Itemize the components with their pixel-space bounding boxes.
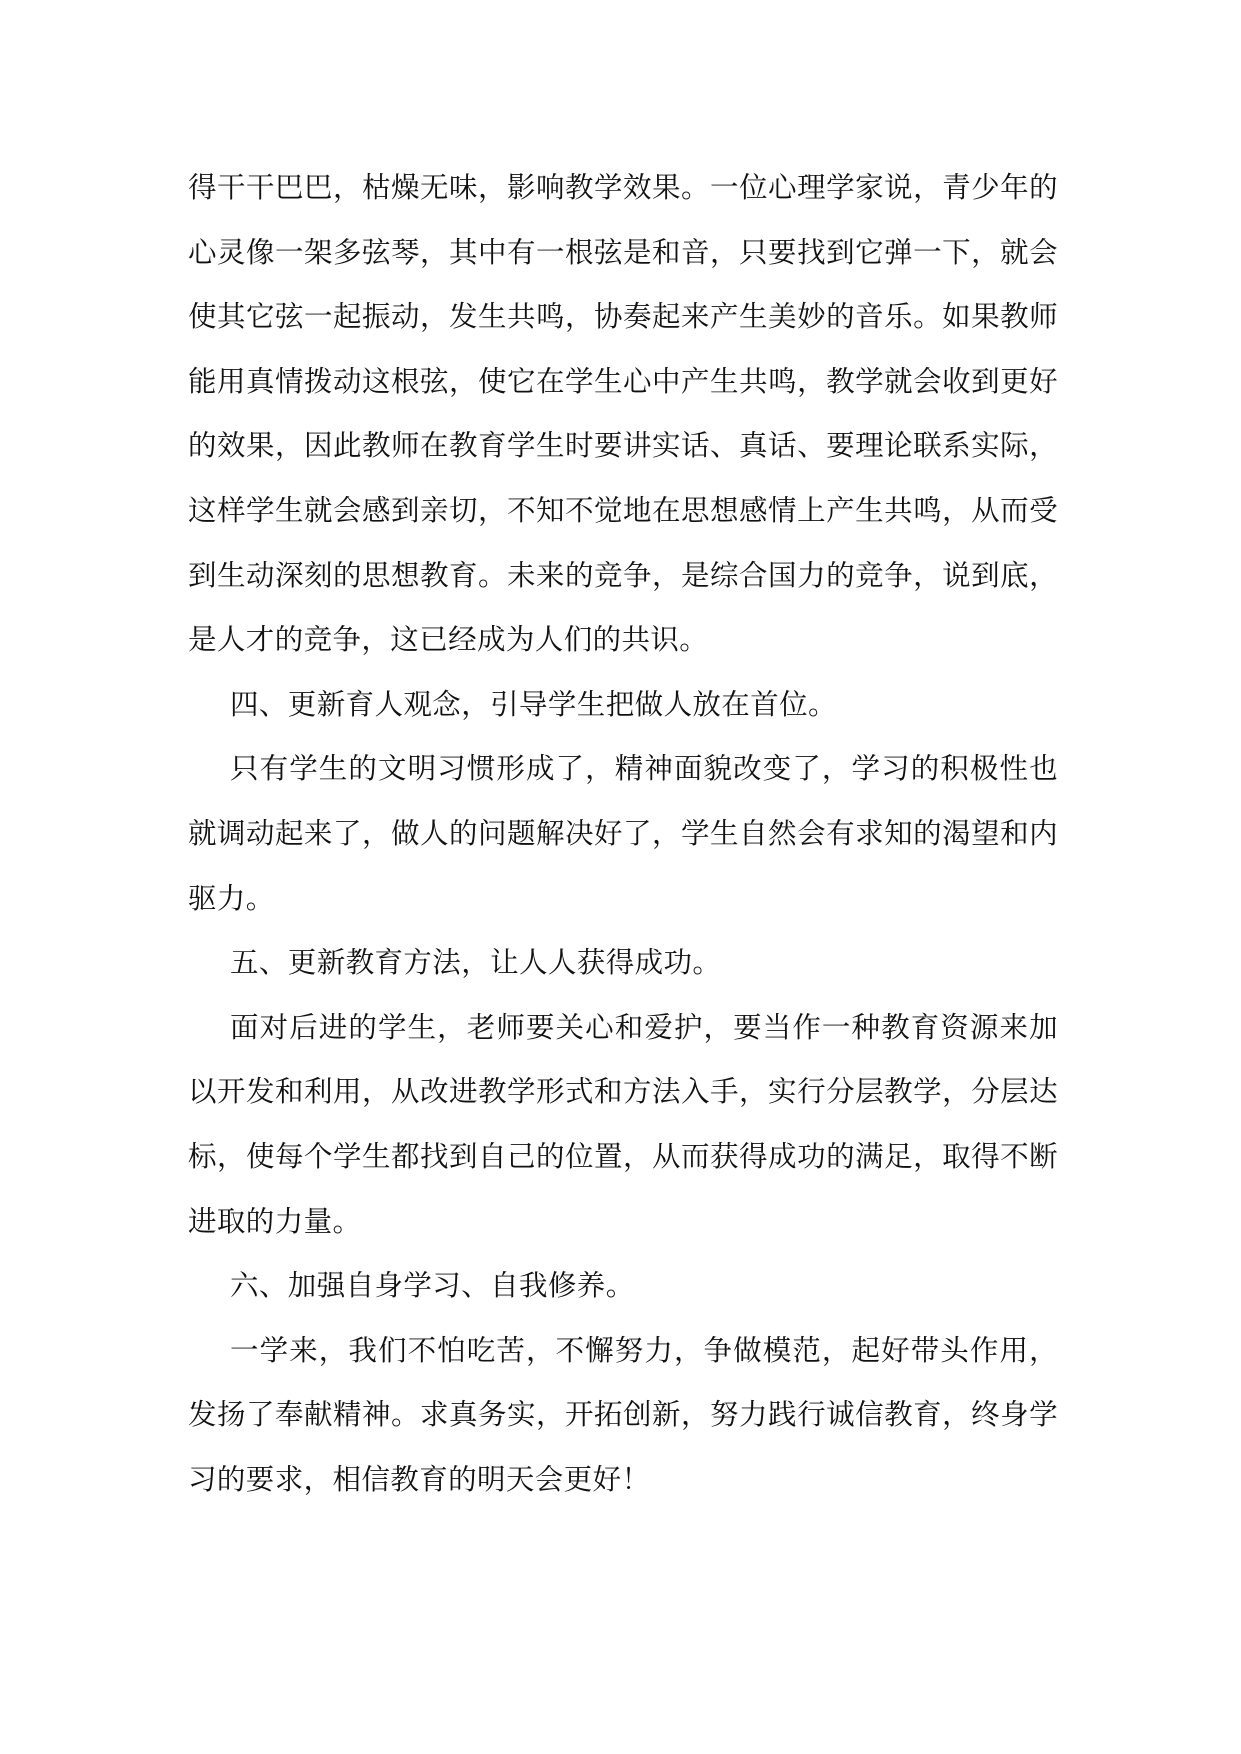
- paragraph: 只有学生的文明习惯形成了，精神面貌改变了，学习的积极性也就调动起来了，做人的问题解决好了，学生自然会有求知的渴望和内驱力。: [188, 752, 1058, 915]
- section-heading-five: 五、更新教育方法，让人人获得成功。: [230, 946, 722, 980]
- section-heading-four: 四、更新育人观念，引导学生把做人放在首位。: [230, 687, 837, 721]
- paragraph: 面对后进的学生，老师要关心和爱护，要当作一种教育资源来加以开发和利用，从改进教学形式和方法入手，实行分层教学，分层达标，使每个学生都找到自己的位置，从而获得成功的满足，取得不断进取的力量。: [188, 1010, 1058, 1238]
- section-heading-six: 六、加强自身学习、自我修养。: [230, 1269, 635, 1303]
- paragraph-closing: 一学来，我们不怕吃苦，不懈努力，争做模范，起好带头作用，发扬了奉献精神。求真务实，开拓创新，努力践行诚信教育，终身学习的要求，相信教育的明天会更好！: [188, 1333, 1058, 1496]
- paragraph-continuation: 得干干巴巴，枯燥无味，影响教学效果。一位心理学家说，青少年的心灵像一架多弦琴，其中有一根弦是和音，只要找到它弹一下，就会使其它弦一起振动，发生共鸣，协奏起来产生美妙的音乐。如果教师能用真情拨动这根弦，使它在学生心中产生共鸣，教学就会收到更好的效果，因此教师在教育学生时要讲实话、真话、要理论联系实际，这样学生就会感到亲切，不知不觉地在思想感情上产生共鸣，从而受到生动深刻的思想教育。未来的竞争，是综合国力的竞争，说到底，是人才的竞争，这已经成为人们的共识。: [188, 171, 1058, 657]
- body-text: [188, 156, 1058, 1512]
